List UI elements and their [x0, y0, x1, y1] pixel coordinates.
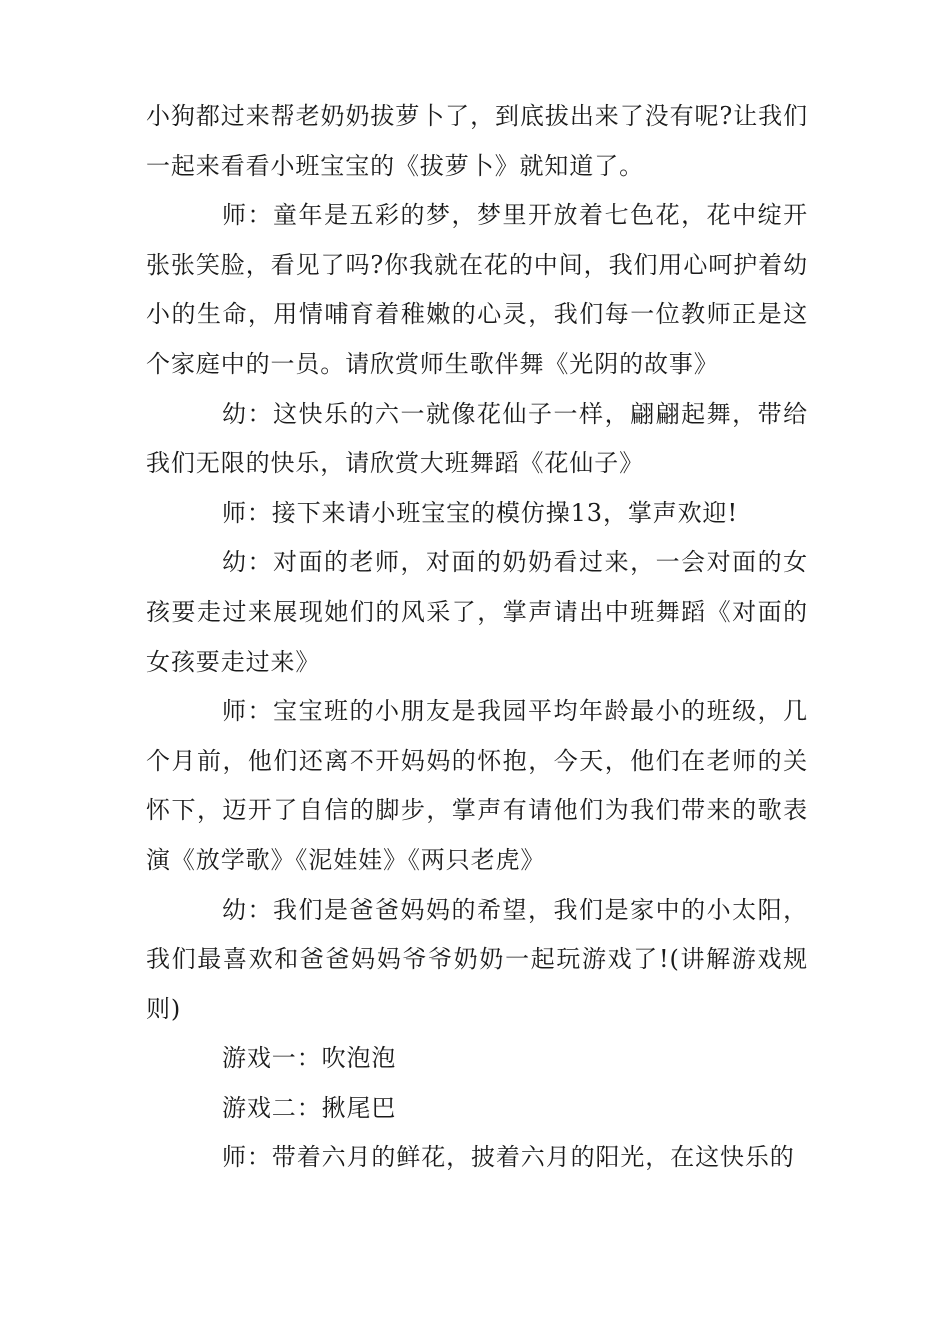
paragraph: 游戏一：吹泡泡	[222, 1044, 397, 1073]
paragraph: 游戏二：揪尾巴	[222, 1093, 397, 1122]
paragraph: 师：宝宝班的小朋友是我园平均年龄最小的班级，几个月前，他们还离不开妈妈的怀抱，今天，他们在老师的关怀下，迈开了自信的脚步，掌声有请他们为我们带来的歌表演《放学歌》《泥娃娃》《两只老虎》	[146, 697, 808, 874]
paragraph: 师：接下来请小班宝宝的模仿操13，掌声欢迎!	[222, 498, 738, 527]
paragraph: 师：带着六月的鲜花，披着六月的阳光，在这快乐的	[222, 1143, 795, 1172]
document-body	[146, 92, 808, 1183]
paragraph: 幼：我们是爸爸妈妈的希望，我们是家中的小太阳，我们最喜欢和爸爸妈妈爷爷奶奶一起玩游戏了!(讲解游戏规则)	[146, 895, 808, 1023]
paragraph: 幼：这快乐的六一就像花仙子一样，翩翩起舞，带给我们无限的快乐，请欣赏大班舞蹈《花仙子》	[146, 399, 808, 478]
paragraph: 幼：对面的老师，对面的奶奶看过来，一会对面的女孩要走过来展现她们的风采了，掌声请出中班舞蹈《对面的女孩要走过来》	[146, 548, 808, 676]
paragraph: 小狗都过来帮老奶奶拔萝卜了，到底拔出来了没有呢?让我们一起来看看小班宝宝的《拔萝卜》就知道了。	[146, 102, 808, 180]
paragraph: 师：童年是五彩的梦，梦里开放着七色花，花中绽开张张笑脸，看见了吗?你我就在花的中间，我们用心呵护着幼小的生命，用情哺育着稚嫩的心灵，我们每一位教师正是这个家庭中的一员。请欣赏师生歌伴舞《光阴的故事》	[146, 201, 808, 378]
